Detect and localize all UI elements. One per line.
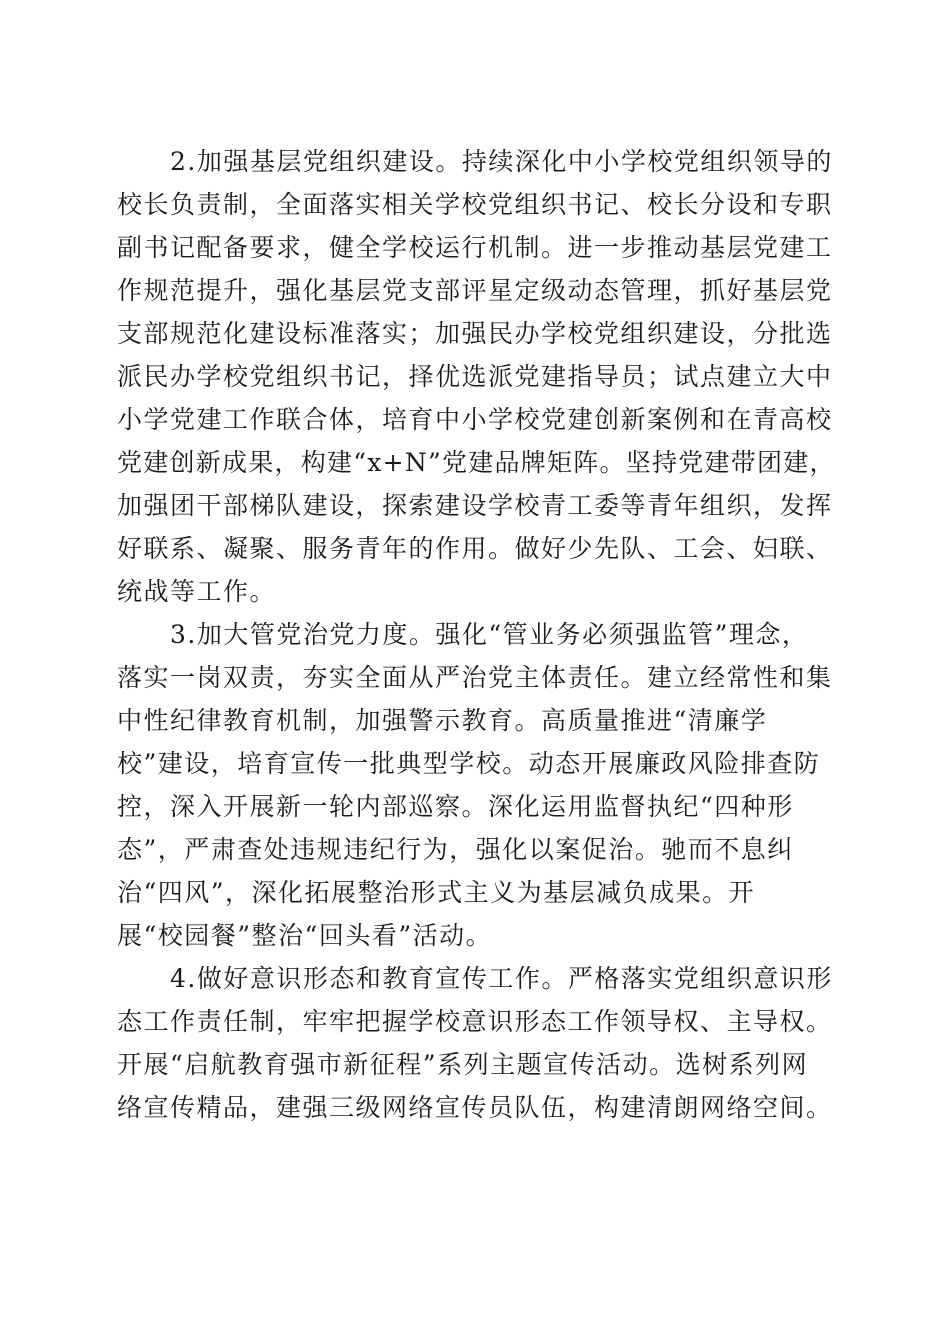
paragraph-2-line-9: 加强团干部梯队建设，探索建设学校青工委等青年组织，发挥 <box>117 491 833 520</box>
paragraph-4-line-3: 开展“启航教育强市新征程”系列主题宣传活动。选树系列网 <box>117 1050 809 1079</box>
paragraph-4-line-4: 络宣传精品，建强三级网络宣传员队伍，构建清朗网络空间。 <box>117 1093 833 1122</box>
paragraph-2-line-3: 副书记配备要求，健全学校运行机制。进一步推动基层党建工 <box>117 233 833 262</box>
paragraph-2-line-6: 派民办学校党组织书记，择优选派党建指导员；试点建立大中 <box>117 362 833 391</box>
paragraph-3-line-1: 3.加大管党治党力度。强化“管业务必须强监管”理念， <box>170 620 809 649</box>
paragraph-2-line-11: 统战等工作。 <box>117 577 277 606</box>
paragraph-3-line-5: 控，深入开展新一轮内部巡察。深化运用监督执纪“四种形 <box>117 792 794 821</box>
paragraph-2-line-1: 2.加强基层党组织建设。持续深化中小学校党组织领导的 <box>170 147 833 176</box>
paragraph-4-line-2: 态工作责任制，牢牢把握学校意识形态工作领导权、主导权。 <box>117 1007 833 1036</box>
paragraph-3-line-3: 中性纪律教育机制，加强警示教育。高质量推进“清廉学 <box>117 706 768 735</box>
paragraph-3-line-2: 落实一岗双责，夯实全面从严治党主体责任。建立经常性和集 <box>117 663 833 692</box>
paragraph-2-line-8: 党建创新成果，构建“x+N”党建品牌矩阵。坚持党建带团建， <box>117 448 836 477</box>
paragraph-2-line-2: 校长负责制，全面落实相关学校党组织书记、校长分设和专职 <box>117 190 833 219</box>
paragraph-3-line-8: 展“校园餐”整治“回头看”活动。 <box>117 921 493 950</box>
paragraph-2-line-7: 小学党建工作联合体，培育中小学校党建创新案例和在青高校 <box>117 405 833 434</box>
paragraph-2-line-4: 作规范提升，强化基层党支部评星定级动态管理，抓好基层党 <box>117 276 833 305</box>
paragraph-3-line-6: 态”，严肃查处违规违纪行为，强化以案促治。驰而不息纠 <box>117 835 794 864</box>
paragraph-2-line-5: 支部规范化建设标准落实；加强民办学校党组织建设，分批选 <box>117 319 833 348</box>
paragraph-4-line-1: 4.做好意识形态和教育宣传工作。严格落实党组织意识形 <box>170 964 833 993</box>
paragraph-2-line-10: 好联系、凝聚、服务青年的作用。做好少先队、工会、妇联、 <box>117 534 833 563</box>
paragraph-3-line-7: 治“四风”，深化拓展整治形式主义为基层减负成果。开 <box>117 878 756 907</box>
paragraph-3-line-4: 校”建设，培育宣传一批典型学校。动态开展廉政风险排查防 <box>117 749 821 778</box>
